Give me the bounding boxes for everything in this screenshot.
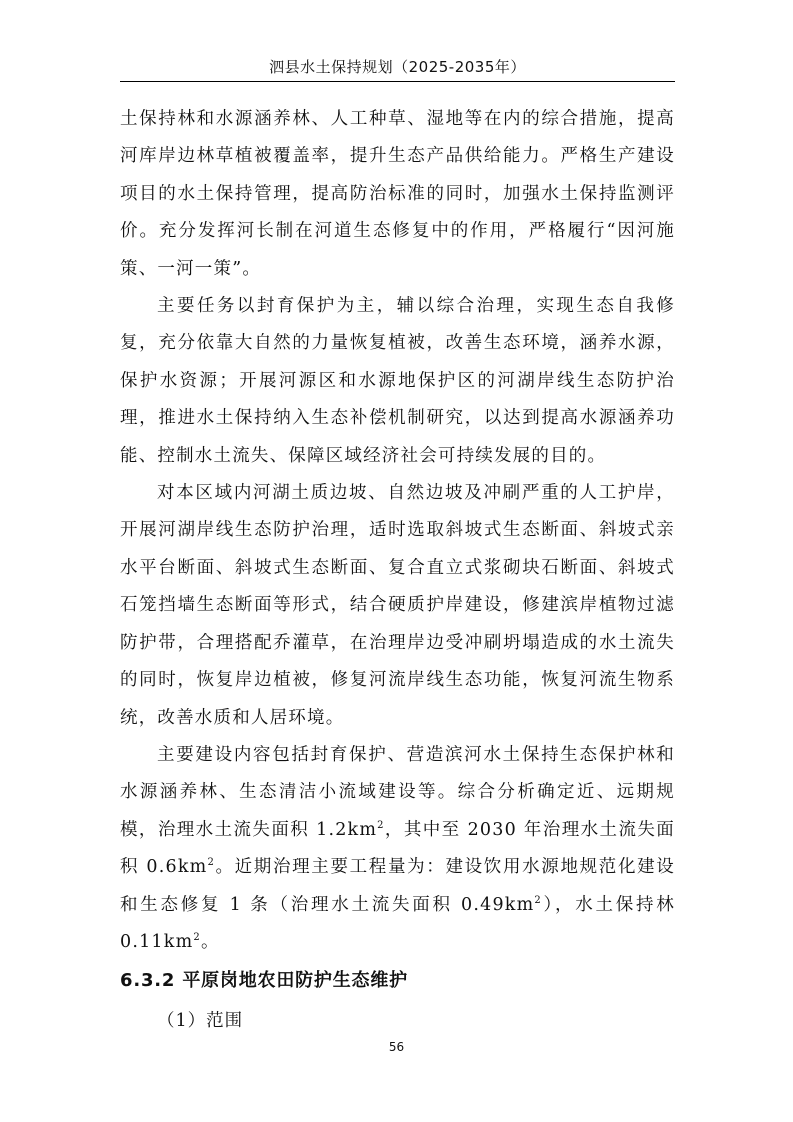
superscript-2: 2: [534, 894, 542, 906]
document-body: [120, 101, 675, 1041]
paragraph-1: 土保持林和水源涵养林、人工种草、湿地等在内的综合措施，提高河库岸边林草植被覆盖率，提升生态产品供给能力。严格生产建设项目的水土保持管理，提高防治标准的同时，加强水土保持监测评价。充分发挥河长制在河道生态修复中的作用，严格履行“因河施策、一河一策”。: [120, 109, 675, 279]
paragraph-4-part-a: 主要建设内容包括封育保护、营造滨河水土保持生态保护林和水源涵养林、生态清洁小流域建设等。综合分析确定近、远期规模，治理水土流失面积 1.2km: [120, 744, 675, 840]
header-divider: [120, 81, 675, 82]
paragraph-3: 对本区域内河湖土质边坡、自然边坡及冲刷严重的人工护岸，开展河湖岸线生态防护治理，适时选取斜坡式生态断面、斜坡式亲水平台断面、斜坡式生态断面、复合直立式浆砌块石断面、斜坡式石笼挡墙生态断面等形式，结合硬质护岸建设，修建滨岸植物过滤防护带，合理搭配乔灌草，在治理岸边受冲刷坍塌造成的水土流失的同时，恢复岸边植被，修复河流岸线生态功能，恢复河流生物系统，改善水质和人居环境。: [120, 483, 675, 728]
paragraph-4-part-c: 。近期治理主要工程量为：建设饮用水源地规范化建设和生态修复 1 条（治理水土流失面积 0.49km: [120, 857, 675, 915]
superscript-2: 2: [193, 932, 201, 944]
running-header: 泗县水土保持规划（2025-2035年）: [269, 58, 526, 76]
superscript-2: 2: [207, 857, 215, 869]
superscript-2: 2: [377, 819, 385, 831]
paragraph-4: [120, 737, 675, 961]
subsection-heading: （1）范围: [157, 1011, 244, 1032]
section-heading: 6.3.2 平原岗地农田防护生态维护: [120, 970, 408, 992]
paragraph-4-part-e: 。: [200, 931, 220, 952]
paragraph-4-part-d: ），水土保持林 0.11km: [120, 894, 675, 952]
paragraph-4-part-b: ，其中至 2030 年治理水土流失面积 0.6km: [120, 819, 675, 878]
page-number: 56: [388, 1040, 405, 1054]
paragraph-2: 主要任务以封育保护为主，辅以综合治理，实现生态自我修复，充分依靠大自然的力量恢复植被，改善生态环境，涵养水源，保护水资源；开展河源区和水源地保护区的河湖岸线生态防护治理，推进水土保持纳入生态补偿机制研究，以达到提高水源涵养功能、控制水土流失、保障区域经济社会可持续发展的目的。: [120, 296, 675, 466]
